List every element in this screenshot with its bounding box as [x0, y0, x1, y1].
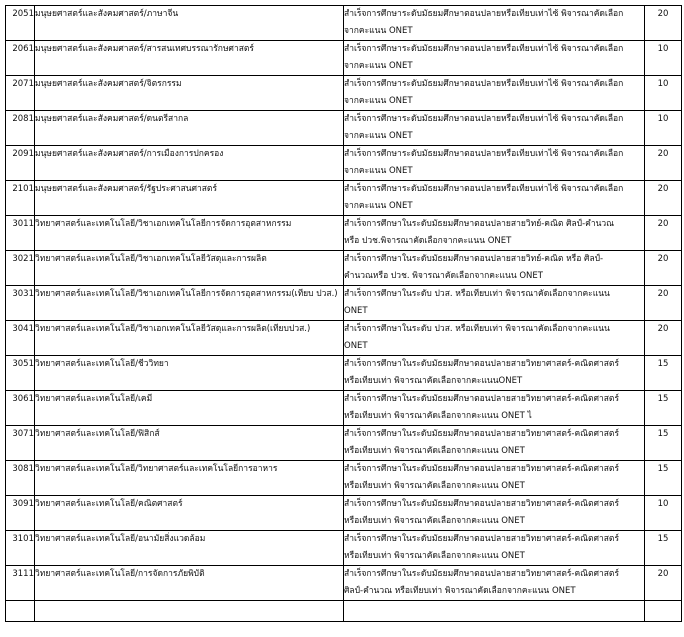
program-name: วิทยาศาสตร์และเทคโนโลยี/วิชาเอกเทคโนโลยีวัสดุและการผลิต(เทียบปวส.)	[35, 321, 344, 356]
admission-requirement	[344, 426, 645, 461]
requirement-line: สำเร็จการศึกษาในระดับมัธยมศึกษาตอนปลายสายวิทยาศาสตร์-คณิตศาสตร์	[344, 569, 620, 579]
requirement-line: ศิลป์-คำนวณ หรือเทียบเท่า พิจารณาคัดเลือกจากคะแนน ONET	[344, 586, 576, 596]
requirement-line: สำเร็จการศึกษาในระดับมัธยมศึกษาตอนปลายสายวิทยาศาสตร์-คณิตศาสตร์	[344, 429, 620, 439]
requirement-line: สำเร็จการศึกษาในระดับมัธยมศึกษาตอนปลายสายวิทยาศาสตร์-คณิตศาสตร์	[344, 464, 620, 474]
admission-requirement	[344, 6, 645, 41]
program-code: 3041	[6, 321, 35, 356]
program-name: วิทยาศาสตร์และเทคโนโลยี/อนามัยสิ่งแวดล้อม	[35, 531, 344, 566]
requirement-line: หรือเทียบเท่า พิจารณาคัดเลือกจากคะแนน ONET	[344, 516, 525, 526]
seat-count: 15	[645, 461, 682, 496]
table-row	[6, 146, 682, 181]
admission-table	[5, 5, 682, 622]
requirement-line: คำนวณหรือ ปวช. พิจารณาคัดเลือกจากคะแนน ONET	[344, 271, 543, 281]
table-row	[6, 286, 682, 321]
admission-requirement	[344, 111, 645, 146]
table-row	[6, 6, 682, 41]
table-row	[6, 531, 682, 566]
seat-count: 10	[645, 76, 682, 111]
program-name: วิทยาศาสตร์และเทคโนโลยี/คณิตศาสตร์	[35, 496, 344, 531]
table-row	[6, 111, 682, 146]
admission-requirement	[344, 391, 645, 426]
table-row	[6, 321, 682, 356]
requirement-line: สำเร็จการศึกษาในระดับมัธยมศึกษาตอนปลายสายวิทยาศาสตร์-คณิตศาสตร์	[344, 534, 620, 544]
program-code: 3011	[6, 216, 35, 251]
requirement-line: หรือเทียบเท่า พิจารณาคัดเลือกจากคะแนน ONET	[344, 481, 525, 491]
program-name: มนุษยศาสตร์และสังคมศาสตร์/รัฐประศาสนศาสตร์	[35, 181, 344, 216]
requirement-line: สำเร็จการศึกษาระดับมัธยมศึกษาตอนปลายหรือเทียบเท่าไซ้ พิจารณาคัดเลือก	[344, 79, 624, 89]
program-name: มนุษยศาสตร์และสังคมศาสตร์/การเมืองการปกครอง	[35, 146, 344, 181]
program-code: 2071	[6, 76, 35, 111]
program-name: วิทยาศาสตร์และเทคโนโลยี/การจัดการภัยพิบัติ	[35, 566, 344, 601]
program-name: มนุษยศาสตร์และสังคมศาสตร์/จิตรกรรม	[35, 76, 344, 111]
seat-count: 20	[645, 6, 682, 41]
requirement-line: หรือเทียบเท่า พิจารณาคัดเลือกจากคะแนน ONET	[344, 446, 525, 456]
admission-requirement	[344, 216, 645, 251]
requirement-line: จากคะแนน ONET	[344, 166, 413, 176]
admission-requirement	[344, 461, 645, 496]
requirement-line: สำเร็จการศึกษาระดับมัธยมศึกษาตอนปลายหรือเทียบเท่าไซ้ พิจารณาคัดเลือก	[344, 114, 624, 124]
requirement-line: หรือเทียบเท่า พิจารณาคัดเลือกจากคะแนน ONET	[344, 551, 525, 561]
admission-requirement	[344, 286, 645, 321]
seat-count: 10	[645, 496, 682, 531]
requirement-line: สำเร็จการศึกษาในระดับ ปวส. หรือเทียบเท่า พิจารณาคัดเลือกจากคะแนน	[344, 324, 610, 334]
requirement-line: สำเร็จการศึกษาในระดับ ปวส. หรือเทียบเท่า พิจารณาคัดเลือกจากคะแนน	[344, 289, 610, 299]
program-code: 3111	[6, 566, 35, 601]
admission-requirement	[344, 41, 645, 76]
seat-count: 20	[645, 251, 682, 286]
program-name: มนุษยศาสตร์และสังคมศาสตร์/ภาษาจีน	[35, 6, 344, 41]
requirement-line: สำเร็จการศึกษาระดับมัธยมศึกษาตอนปลายหรือเทียบเท่าไซ้ พิจารณาคัดเลือก	[344, 149, 624, 159]
empty-cell	[344, 601, 645, 622]
table-row	[6, 181, 682, 216]
requirement-line: หรือเทียบเท่า พิจารณาคัดเลือกจากคะแนน ONET ไ	[344, 411, 532, 421]
program-code: 2081	[6, 111, 35, 146]
table-row	[6, 461, 682, 496]
table-body	[6, 6, 682, 622]
program-code: 2101	[6, 181, 35, 216]
program-code: 3031	[6, 286, 35, 321]
program-name: วิทยาศาสตร์และเทคโนโลยี/วิชาเอกเทคโนโลยีวัสดุและการผลิต	[35, 251, 344, 286]
requirement-line: สำเร็จการศึกษาระดับมัธยมศึกษาตอนปลายหรือเทียบเท่าไซ้ พิจารณาคัดเลือก	[344, 184, 624, 194]
admission-requirement	[344, 251, 645, 286]
table-row	[6, 251, 682, 286]
empty-cell	[6, 601, 35, 622]
seat-count: 15	[645, 391, 682, 426]
requirement-line: หรือ ปวช.พิจารณาคัดเลือกจากคะแนน ONET	[344, 236, 512, 246]
seat-count: 10	[645, 111, 682, 146]
table-row	[6, 496, 682, 531]
empty-cell	[645, 601, 682, 622]
program-name: วิทยาศาสตร์และเทคโนโลยี/วิทยาศาสตร์และเทคโนโลยีการอาหาร	[35, 461, 344, 496]
program-name: วิทยาศาสตร์และเทคโนโลยี/วิชาเอกเทคโนโลยีการจัดการอุตสาหกรรม(เทียบ ปวส.)	[35, 286, 344, 321]
program-name: วิทยาศาสตร์และเทคโนโลยี/เคมี	[35, 391, 344, 426]
admission-requirement	[344, 146, 645, 181]
requirement-line: สำเร็จการศึกษาในระดับมัธยมศึกษาตอนปลายสายวิทย์-คณิต ศิลป์-คำนวณ	[344, 219, 615, 229]
seat-count: 20	[645, 566, 682, 601]
seat-count: 15	[645, 356, 682, 391]
table-row	[6, 216, 682, 251]
program-name: วิทยาศาสตร์และเทคโนโลยี/วิชาเอกเทคโนโลยีการจัดการอุตสาหกรรม	[35, 216, 344, 251]
program-name: มนุษยศาสตร์และสังคมศาสตร์/สารสนเทศบรรณารักษศาสตร์	[35, 41, 344, 76]
requirement-line: จากคะแนน ONET	[344, 96, 413, 106]
table-row-partial	[6, 601, 682, 622]
seat-count: 15	[645, 531, 682, 566]
admission-requirement	[344, 531, 645, 566]
table-row	[6, 426, 682, 461]
admission-requirement	[344, 356, 645, 391]
program-name: มนุษยศาสตร์และสังคมศาสตร์/ดนตรีสากล	[35, 111, 344, 146]
seat-count: 20	[645, 321, 682, 356]
table-row	[6, 566, 682, 601]
seat-count: 20	[645, 181, 682, 216]
requirement-line: จากคะแนน ONET	[344, 131, 413, 141]
requirement-line: สำเร็จการศึกษาในระดับมัธยมศึกษาตอนปลายสายวิทยาศาสตร์-คณิตศาสตร์	[344, 359, 620, 369]
requirement-line: สำเร็จการศึกษาในระดับมัธยมศึกษาตอนปลายสายวิทยาศาสตร์-คณิตศาสตร์	[344, 499, 620, 509]
admission-requirement	[344, 181, 645, 216]
program-code: 2061	[6, 41, 35, 76]
program-code: 3061	[6, 391, 35, 426]
table-row	[6, 356, 682, 391]
requirement-line: จากคะแนน ONET	[344, 201, 413, 211]
seat-count: 20	[645, 286, 682, 321]
requirement-line: ONET	[344, 306, 368, 316]
program-code: 3101	[6, 531, 35, 566]
program-code: 3081	[6, 461, 35, 496]
seat-count: 20	[645, 146, 682, 181]
program-code: 3051	[6, 356, 35, 391]
requirement-line: สำเร็จการศึกษาในระดับมัธยมศึกษาตอนปลายสายวิทยาศาสตร์-คณิตศาสตร์	[344, 394, 620, 404]
admission-requirement	[344, 496, 645, 531]
program-name: วิทยาศาสตร์และเทคโนโลยี/ชีววิทยา	[35, 356, 344, 391]
table-row	[6, 41, 682, 76]
program-code: 3091	[6, 496, 35, 531]
seat-count: 15	[645, 426, 682, 461]
admission-requirement	[344, 76, 645, 111]
program-code: 2051	[6, 6, 35, 41]
requirement-line: สำเร็จการศึกษาระดับมัธยมศึกษาตอนปลายหรือเทียบเท่าไซ้ พิจารณาคัดเลือก	[344, 44, 624, 54]
program-code: 3021	[6, 251, 35, 286]
requirement-line: ONET	[344, 341, 368, 351]
seat-count: 10	[645, 41, 682, 76]
requirement-line: สำเร็จการศึกษาในระดับมัธยมศึกษาตอนปลายสายวิทย์-คณิต หรือ ศิลป์-	[344, 254, 604, 264]
requirement-line: จากคะแนน ONET	[344, 61, 413, 71]
empty-cell	[35, 601, 344, 622]
admission-requirement	[344, 566, 645, 601]
program-code: 3071	[6, 426, 35, 461]
requirement-line: จากคะแนน ONET	[344, 26, 413, 36]
admission-requirement	[344, 321, 645, 356]
seat-count: 20	[645, 216, 682, 251]
table-row	[6, 391, 682, 426]
program-code: 2091	[6, 146, 35, 181]
requirement-line: สำเร็จการศึกษาระดับมัธยมศึกษาตอนปลายหรือเทียบเท่าไซ้ พิจารณาคัดเลือก	[344, 9, 624, 19]
table-row	[6, 76, 682, 111]
requirement-line: หรือเทียบเท่า พิจารณาคัดเลือกจากคะแนนONET	[344, 376, 523, 386]
program-name: วิทยาศาสตร์และเทคโนโลยี/ฟิสิกส์	[35, 426, 344, 461]
